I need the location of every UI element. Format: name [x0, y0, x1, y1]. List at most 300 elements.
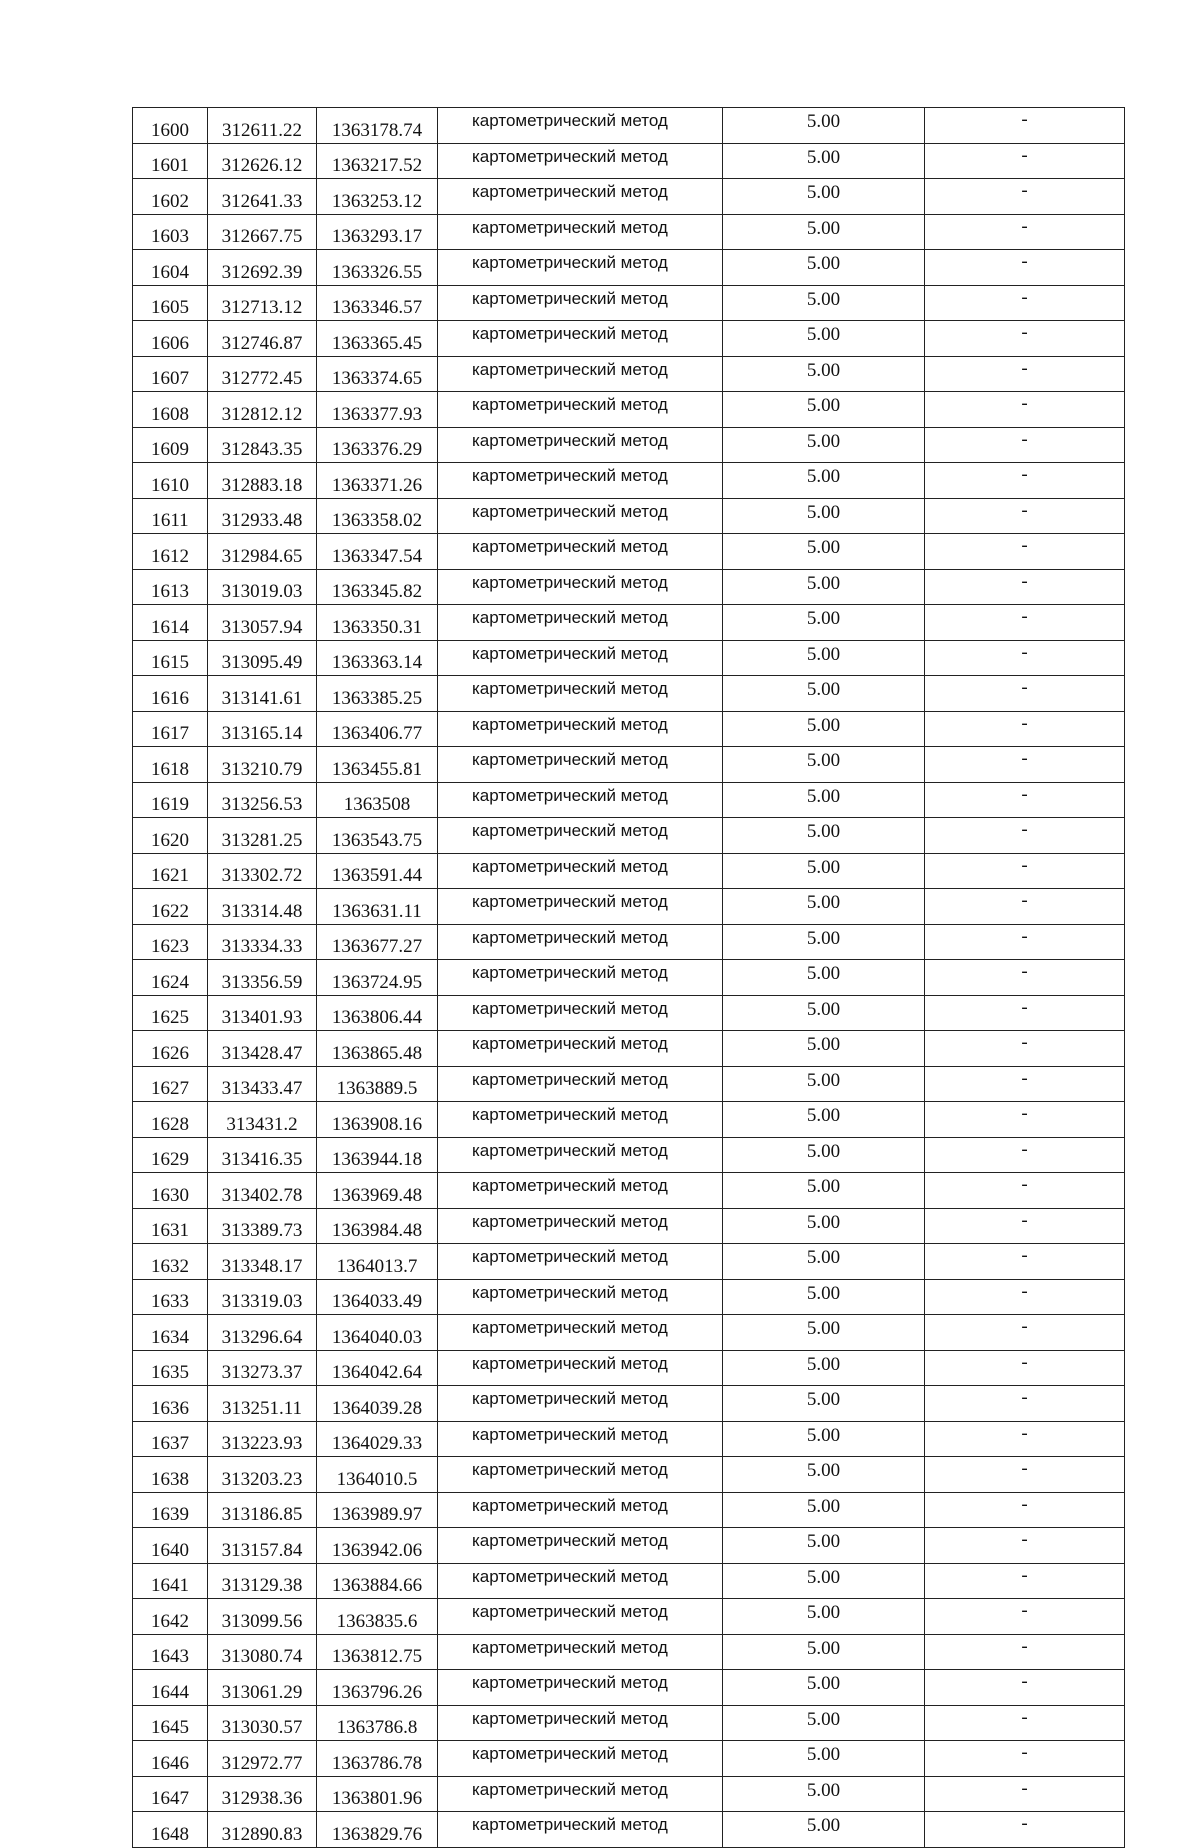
table-row: [133, 640, 1125, 676]
point-number-cell: 1605: [133, 285, 208, 321]
method-cell: картометрический метод: [438, 214, 723, 250]
accuracy-cell: 5.00: [723, 498, 925, 534]
note-cell: -: [925, 1776, 1125, 1812]
accuracy-cell: 5.00: [723, 853, 925, 889]
accuracy-cell: 5.00: [723, 534, 925, 570]
x-coordinate-cell: 313402.78: [208, 1173, 317, 1209]
point-number-cell: 1629: [133, 1137, 208, 1173]
note-cell: -: [925, 1244, 1125, 1280]
x-coordinate-cell: 312883.18: [208, 463, 317, 499]
y-coordinate-cell: 1363796.26: [317, 1670, 438, 1706]
y-coordinate-cell: 1363812.75: [317, 1634, 438, 1670]
point-number-cell: 1616: [133, 676, 208, 712]
table-row: [133, 569, 1125, 605]
y-coordinate-cell: 1363347.54: [317, 534, 438, 570]
y-coordinate-cell: 1364040.03: [317, 1315, 438, 1351]
method-cell: картометрический метод: [438, 1244, 723, 1280]
accuracy-cell: 5.00: [723, 1457, 925, 1493]
note-cell: -: [925, 1705, 1125, 1741]
table-row: [133, 711, 1125, 747]
point-number-cell: 1613: [133, 569, 208, 605]
point-number-cell: 1632: [133, 1244, 208, 1280]
point-number-cell: 1643: [133, 1634, 208, 1670]
note-cell: -: [925, 889, 1125, 925]
point-number-cell: 1637: [133, 1421, 208, 1457]
table-row: [133, 676, 1125, 712]
y-coordinate-cell: 1364029.33: [317, 1421, 438, 1457]
x-coordinate-cell: 313416.35: [208, 1137, 317, 1173]
method-cell: картометрический метод: [438, 924, 723, 960]
y-coordinate-cell: 1363984.48: [317, 1208, 438, 1244]
point-number-cell: 1624: [133, 960, 208, 996]
point-number-cell: 1609: [133, 427, 208, 463]
method-cell: картометрический метод: [438, 1315, 723, 1351]
y-coordinate-cell: 1363406.77: [317, 711, 438, 747]
note-cell: -: [925, 924, 1125, 960]
point-number-cell: 1601: [133, 143, 208, 179]
accuracy-cell: 5.00: [723, 782, 925, 818]
x-coordinate-cell: 313319.03: [208, 1279, 317, 1315]
table-row: [133, 960, 1125, 996]
point-number-cell: 1615: [133, 640, 208, 676]
note-cell: -: [925, 498, 1125, 534]
accuracy-cell: 5.00: [723, 889, 925, 925]
accuracy-cell: 5.00: [723, 1137, 925, 1173]
accuracy-cell: 5.00: [723, 995, 925, 1031]
note-cell: -: [925, 782, 1125, 818]
y-coordinate-cell: 1363806.44: [317, 995, 438, 1031]
table-row: [133, 1173, 1125, 1209]
method-cell: картометрический метод: [438, 747, 723, 783]
y-coordinate-cell: 1363591.44: [317, 853, 438, 889]
note-cell: -: [925, 605, 1125, 641]
y-coordinate-cell: 1363345.82: [317, 569, 438, 605]
note-cell: -: [925, 1386, 1125, 1422]
y-coordinate-cell: 1363543.75: [317, 818, 438, 854]
table-row: [133, 1634, 1125, 1670]
table-row: [133, 889, 1125, 925]
note-cell: -: [925, 1812, 1125, 1848]
accuracy-cell: 5.00: [723, 1102, 925, 1138]
x-coordinate-cell: 312667.75: [208, 214, 317, 250]
y-coordinate-cell: 1363889.5: [317, 1066, 438, 1102]
accuracy-cell: 5.00: [723, 1208, 925, 1244]
point-number-cell: 1646: [133, 1741, 208, 1777]
table-row: [133, 1741, 1125, 1777]
x-coordinate-cell: 313314.48: [208, 889, 317, 925]
x-coordinate-cell: 313157.84: [208, 1528, 317, 1564]
table-row: [133, 1457, 1125, 1493]
point-number-cell: 1619: [133, 782, 208, 818]
note-cell: -: [925, 569, 1125, 605]
table-row: [133, 1812, 1125, 1848]
table-row: [133, 1031, 1125, 1067]
table-row: [133, 853, 1125, 889]
table-row: [133, 1315, 1125, 1351]
method-cell: картометрический метод: [438, 143, 723, 179]
x-coordinate-cell: 313095.49: [208, 640, 317, 676]
accuracy-cell: 5.00: [723, 356, 925, 392]
note-cell: -: [925, 1421, 1125, 1457]
point-number-cell: 1625: [133, 995, 208, 1031]
table-row: [133, 1776, 1125, 1812]
x-coordinate-cell: 313080.74: [208, 1634, 317, 1670]
note-cell: -: [925, 463, 1125, 499]
method-cell: картометрический метод: [438, 782, 723, 818]
accuracy-cell: 5.00: [723, 143, 925, 179]
accuracy-cell: 5.00: [723, 711, 925, 747]
method-cell: картометрический метод: [438, 676, 723, 712]
accuracy-cell: 5.00: [723, 1599, 925, 1635]
table-row: [133, 747, 1125, 783]
method-cell: картометрический метод: [438, 179, 723, 215]
note-cell: -: [925, 711, 1125, 747]
y-coordinate-cell: 1363989.97: [317, 1492, 438, 1528]
point-number-cell: 1610: [133, 463, 208, 499]
y-coordinate-cell: 1363365.45: [317, 321, 438, 357]
x-coordinate-cell: 313256.53: [208, 782, 317, 818]
x-coordinate-cell: 312746.87: [208, 321, 317, 357]
point-number-cell: 1623: [133, 924, 208, 960]
accuracy-cell: 5.00: [723, 1173, 925, 1209]
point-number-cell: 1618: [133, 747, 208, 783]
x-coordinate-cell: 312641.33: [208, 179, 317, 215]
note-cell: -: [925, 143, 1125, 179]
accuracy-cell: 5.00: [723, 285, 925, 321]
accuracy-cell: 5.00: [723, 1421, 925, 1457]
x-coordinate-cell: 313019.03: [208, 569, 317, 605]
y-coordinate-cell: 1363835.6: [317, 1599, 438, 1635]
accuracy-cell: 5.00: [723, 1741, 925, 1777]
table-row: [133, 605, 1125, 641]
y-coordinate-cell: 1364042.64: [317, 1350, 438, 1386]
method-cell: картометрический метод: [438, 1705, 723, 1741]
table-row: [133, 1421, 1125, 1457]
point-number-cell: 1641: [133, 1563, 208, 1599]
method-cell: картометрический метод: [438, 392, 723, 428]
table-row: [133, 214, 1125, 250]
method-cell: картометрический метод: [438, 1563, 723, 1599]
note-cell: -: [925, 1066, 1125, 1102]
table-row: [133, 1386, 1125, 1422]
accuracy-cell: 5.00: [723, 250, 925, 286]
accuracy-cell: 5.00: [723, 427, 925, 463]
note-cell: -: [925, 1457, 1125, 1493]
method-cell: картометрический метод: [438, 1670, 723, 1706]
point-number-cell: 1608: [133, 392, 208, 428]
table-row: [133, 1670, 1125, 1706]
table-row: [133, 1492, 1125, 1528]
note-cell: -: [925, 995, 1125, 1031]
accuracy-cell: 5.00: [723, 569, 925, 605]
method-cell: картометрический метод: [438, 995, 723, 1031]
method-cell: картометрический метод: [438, 498, 723, 534]
method-cell: картометрический метод: [438, 1457, 723, 1493]
y-coordinate-cell: 1363293.17: [317, 214, 438, 250]
method-cell: картометрический метод: [438, 853, 723, 889]
table-row: [133, 1208, 1125, 1244]
note-cell: -: [925, 818, 1125, 854]
accuracy-cell: 5.00: [723, 924, 925, 960]
point-number-cell: 1621: [133, 853, 208, 889]
table-row: [133, 463, 1125, 499]
table-body: [133, 108, 1125, 1848]
x-coordinate-cell: 313296.64: [208, 1315, 317, 1351]
x-coordinate-cell: 312611.22: [208, 108, 317, 144]
note-cell: -: [925, 960, 1125, 996]
x-coordinate-cell: 313223.93: [208, 1421, 317, 1457]
note-cell: -: [925, 676, 1125, 712]
table-row: [133, 1244, 1125, 1280]
method-cell: картометрический метод: [438, 1599, 723, 1635]
y-coordinate-cell: 1363385.25: [317, 676, 438, 712]
method-cell: картометрический метод: [438, 569, 723, 605]
method-cell: картометрический метод: [438, 1421, 723, 1457]
table-row: [133, 1102, 1125, 1138]
x-coordinate-cell: 313057.94: [208, 605, 317, 641]
note-cell: -: [925, 1599, 1125, 1635]
x-coordinate-cell: 313389.73: [208, 1208, 317, 1244]
table-row: [133, 427, 1125, 463]
note-cell: -: [925, 427, 1125, 463]
point-number-cell: 1612: [133, 534, 208, 570]
accuracy-cell: 5.00: [723, 214, 925, 250]
x-coordinate-cell: 312713.12: [208, 285, 317, 321]
x-coordinate-cell: 312772.45: [208, 356, 317, 392]
accuracy-cell: 5.00: [723, 1776, 925, 1812]
x-coordinate-cell: 313302.72: [208, 853, 317, 889]
y-coordinate-cell: 1363829.76: [317, 1812, 438, 1848]
note-cell: -: [925, 747, 1125, 783]
table-row: [133, 1563, 1125, 1599]
x-coordinate-cell: 313356.59: [208, 960, 317, 996]
note-cell: -: [925, 1741, 1125, 1777]
method-cell: картометрический метод: [438, 356, 723, 392]
table-row: [133, 321, 1125, 357]
x-coordinate-cell: 313186.85: [208, 1492, 317, 1528]
method-cell: картометрический метод: [438, 711, 723, 747]
accuracy-cell: 5.00: [723, 1350, 925, 1386]
method-cell: картометрический метод: [438, 1386, 723, 1422]
point-number-cell: 1603: [133, 214, 208, 250]
y-coordinate-cell: 1363969.48: [317, 1173, 438, 1209]
x-coordinate-cell: 312984.65: [208, 534, 317, 570]
point-number-cell: 1628: [133, 1102, 208, 1138]
x-coordinate-cell: 312692.39: [208, 250, 317, 286]
note-cell: -: [925, 853, 1125, 889]
point-number-cell: 1620: [133, 818, 208, 854]
x-coordinate-cell: 313401.93: [208, 995, 317, 1031]
point-number-cell: 1622: [133, 889, 208, 925]
y-coordinate-cell: 1363786.78: [317, 1741, 438, 1777]
point-number-cell: 1606: [133, 321, 208, 357]
accuracy-cell: 5.00: [723, 392, 925, 428]
y-coordinate-cell: 1364039.28: [317, 1386, 438, 1422]
note-cell: -: [925, 356, 1125, 392]
point-number-cell: 1600: [133, 108, 208, 144]
x-coordinate-cell: 312626.12: [208, 143, 317, 179]
method-cell: картометрический метод: [438, 1279, 723, 1315]
y-coordinate-cell: 1363631.11: [317, 889, 438, 925]
accuracy-cell: 5.00: [723, 605, 925, 641]
accuracy-cell: 5.00: [723, 818, 925, 854]
y-coordinate-cell: 1363253.12: [317, 179, 438, 215]
x-coordinate-cell: 313141.61: [208, 676, 317, 712]
y-coordinate-cell: 1363865.48: [317, 1031, 438, 1067]
accuracy-cell: 5.00: [723, 1670, 925, 1706]
accuracy-cell: 5.00: [723, 179, 925, 215]
note-cell: -: [925, 392, 1125, 428]
x-coordinate-cell: 312933.48: [208, 498, 317, 534]
accuracy-cell: 5.00: [723, 108, 925, 144]
table-row: [133, 1137, 1125, 1173]
accuracy-cell: 5.00: [723, 676, 925, 712]
method-cell: картометрический метод: [438, 1812, 723, 1848]
table-row: [133, 1705, 1125, 1741]
y-coordinate-cell: 1363346.57: [317, 285, 438, 321]
note-cell: -: [925, 1173, 1125, 1209]
method-cell: картометрический метод: [438, 1776, 723, 1812]
table-row: [133, 179, 1125, 215]
table-row: [133, 356, 1125, 392]
point-number-cell: 1607: [133, 356, 208, 392]
x-coordinate-cell: 313334.33: [208, 924, 317, 960]
point-number-cell: 1642: [133, 1599, 208, 1635]
method-cell: картометрический метод: [438, 818, 723, 854]
x-coordinate-cell: 313428.47: [208, 1031, 317, 1067]
x-coordinate-cell: 313129.38: [208, 1563, 317, 1599]
note-cell: -: [925, 214, 1125, 250]
table-row: [133, 1599, 1125, 1635]
point-number-cell: 1639: [133, 1492, 208, 1528]
point-number-cell: 1617: [133, 711, 208, 747]
point-number-cell: 1640: [133, 1528, 208, 1564]
accuracy-cell: 5.00: [723, 1066, 925, 1102]
y-coordinate-cell: 1363801.96: [317, 1776, 438, 1812]
note-cell: -: [925, 1670, 1125, 1706]
point-number-cell: 1631: [133, 1208, 208, 1244]
accuracy-cell: 5.00: [723, 1812, 925, 1848]
method-cell: картометрический метод: [438, 108, 723, 144]
method-cell: картометрический метод: [438, 1634, 723, 1670]
x-coordinate-cell: 313061.29: [208, 1670, 317, 1706]
point-number-cell: 1648: [133, 1812, 208, 1848]
accuracy-cell: 5.00: [723, 1244, 925, 1280]
table-row: [133, 995, 1125, 1031]
note-cell: -: [925, 640, 1125, 676]
point-number-cell: 1636: [133, 1386, 208, 1422]
y-coordinate-cell: 1363350.31: [317, 605, 438, 641]
y-coordinate-cell: 1363326.55: [317, 250, 438, 286]
point-number-cell: 1644: [133, 1670, 208, 1706]
y-coordinate-cell: 1363363.14: [317, 640, 438, 676]
accuracy-cell: 5.00: [723, 1492, 925, 1528]
note-cell: -: [925, 321, 1125, 357]
method-cell: картометрический метод: [438, 1066, 723, 1102]
y-coordinate-cell: 1363455.81: [317, 747, 438, 783]
y-coordinate-cell: 1364013.7: [317, 1244, 438, 1280]
method-cell: картометрический метод: [438, 1102, 723, 1138]
x-coordinate-cell: 313165.14: [208, 711, 317, 747]
x-coordinate-cell: 313099.56: [208, 1599, 317, 1635]
note-cell: -: [925, 1208, 1125, 1244]
y-coordinate-cell: 1363377.93: [317, 392, 438, 428]
table-row: [133, 250, 1125, 286]
note-cell: -: [925, 285, 1125, 321]
y-coordinate-cell: 1363908.16: [317, 1102, 438, 1138]
method-cell: картометрический метод: [438, 427, 723, 463]
method-cell: картометрический метод: [438, 534, 723, 570]
method-cell: картометрический метод: [438, 960, 723, 996]
accuracy-cell: 5.00: [723, 640, 925, 676]
note-cell: -: [925, 1350, 1125, 1386]
y-coordinate-cell: 1363884.66: [317, 1563, 438, 1599]
note-cell: -: [925, 108, 1125, 144]
x-coordinate-cell: 312890.83: [208, 1812, 317, 1848]
y-coordinate-cell: 1363786.8: [317, 1705, 438, 1741]
y-coordinate-cell: 1363508: [317, 782, 438, 818]
y-coordinate-cell: 1363944.18: [317, 1137, 438, 1173]
x-coordinate-cell: 313431.2: [208, 1102, 317, 1138]
y-coordinate-cell: 1363942.06: [317, 1528, 438, 1564]
method-cell: картометрический метод: [438, 463, 723, 499]
accuracy-cell: 5.00: [723, 1528, 925, 1564]
x-coordinate-cell: 313281.25: [208, 818, 317, 854]
y-coordinate-cell: 1363677.27: [317, 924, 438, 960]
note-cell: -: [925, 1492, 1125, 1528]
x-coordinate-cell: 312812.12: [208, 392, 317, 428]
note-cell: -: [925, 1315, 1125, 1351]
accuracy-cell: 5.00: [723, 463, 925, 499]
point-number-cell: 1638: [133, 1457, 208, 1493]
accuracy-cell: 5.00: [723, 1279, 925, 1315]
y-coordinate-cell: 1363374.65: [317, 356, 438, 392]
y-coordinate-cell: 1363371.26: [317, 463, 438, 499]
method-cell: картометрический метод: [438, 889, 723, 925]
accuracy-cell: 5.00: [723, 960, 925, 996]
table-row: [133, 143, 1125, 179]
point-number-cell: 1614: [133, 605, 208, 641]
table-row: [133, 498, 1125, 534]
method-cell: картометрический метод: [438, 1350, 723, 1386]
accuracy-cell: 5.00: [723, 747, 925, 783]
x-coordinate-cell: 313433.47: [208, 1066, 317, 1102]
note-cell: -: [925, 179, 1125, 215]
note-cell: -: [925, 534, 1125, 570]
x-coordinate-cell: 313203.23: [208, 1457, 317, 1493]
y-coordinate-cell: 1364033.49: [317, 1279, 438, 1315]
x-coordinate-cell: 312843.35: [208, 427, 317, 463]
point-number-cell: 1647: [133, 1776, 208, 1812]
table-row: [133, 534, 1125, 570]
method-cell: картометрический метод: [438, 321, 723, 357]
x-coordinate-cell: 313251.11: [208, 1386, 317, 1422]
method-cell: картометрический метод: [438, 285, 723, 321]
coordinates-table: [132, 107, 1125, 1848]
table-row: [133, 1066, 1125, 1102]
point-number-cell: 1635: [133, 1350, 208, 1386]
point-number-cell: 1630: [133, 1173, 208, 1209]
point-number-cell: 1604: [133, 250, 208, 286]
table-row: [133, 924, 1125, 960]
note-cell: -: [925, 1031, 1125, 1067]
note-cell: -: [925, 1102, 1125, 1138]
table-row: [133, 782, 1125, 818]
x-coordinate-cell: 313030.57: [208, 1705, 317, 1741]
method-cell: картометрический метод: [438, 640, 723, 676]
method-cell: картометрический метод: [438, 250, 723, 286]
point-number-cell: 1626: [133, 1031, 208, 1067]
